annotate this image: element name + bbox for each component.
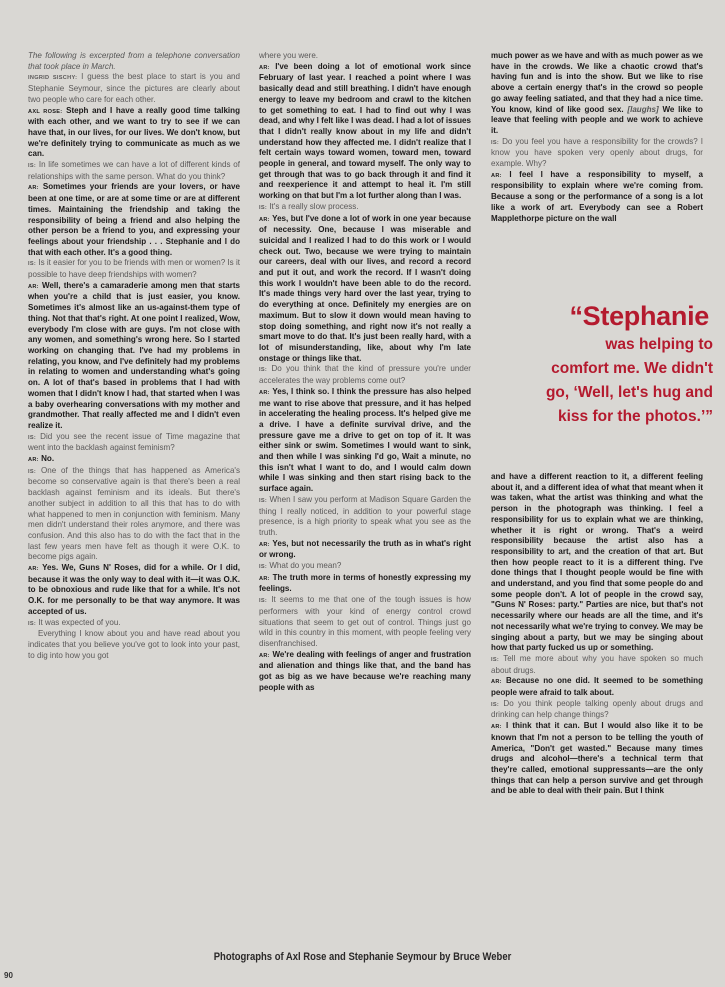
answer-paragraph: and have a different reaction to it, a different feeling about it, and a different idea of what that meant when it was taken, what the artist was thinking and what the person in the photograph was thinking. I feel a responsibility for us to explain what we are thinking, whether it is right or wrong. That's a weird responsibility because the artist also has a responsibility to art, and the creation of that art. But then how people react to it is a different thing. I've done things that I thought people would be fine with and understand, and you find that some people do and some people don't. A lot of people in the crowd say, "Guns N' Roses: party." Parties are nice, but that's not necessarily where our heads are all the time, and it's not necessarily what we're trying to convey. We may be singing about a party, but we may be singing about how that party fucked us up or something.: [491, 472, 703, 653]
answer-paragraph: AR: Yes. We, Guns N' Roses, did for a while. Or I did, because it was the only way to deal with it—it was O.K. to be obnoxious and rude like that for a while. It's not O.K. for me personally to be that way anymore. It was accepted of us.: [28, 563, 240, 616]
answer-paragraph: AR: No.: [28, 454, 55, 464]
answer-paragraph: AR: Well, there's a camaraderie among men that starts when you're a child that is just easier, you know. Sometimes it's almost like an us-against-them type of thing. Not that that's right. At one point I realized, Wow, everybody I'm close with are guys. I'm not close with any women, and something's wrong here. So I started working on changing that. I've had my problems in relating, you know, and I've definitely had my problems in relating to women and understanding what's going on. A lot of that's based in problems that I had with women that I didn't know I had, that started when I was a baby overhearing conversations with my mother and grandmother. That really affected me and I didn't even realize it.: [28, 280, 240, 430]
text-column-3-top: [491, 51, 703, 224]
pull-quote-line: comfort me. We didn't: [551, 360, 713, 377]
answer-paragraph: AR: We're dealing with feelings of anger and frustration and alienation and things like that, and the band has got as big as we have because we're reaching many people with as: [259, 649, 471, 692]
question-paragraph: IS: Do you think that the kind of pressure you're under accelerates the way problems come out?: [259, 364, 471, 386]
pull-quote-line: “Stephanie: [569, 301, 709, 331]
question-paragraph: IS: Do you think people talking openly about drugs and drinking can help change things?: [491, 698, 703, 720]
question-paragraph: IS: Do you feel you have a responsibility for the crowds? I know you have spoken very openly about drugs, for example. Why?: [491, 136, 703, 169]
answer-paragraph: AR: The truth more in terms of honestly expressing my feelings.: [259, 572, 471, 594]
page-number: 90: [4, 971, 13, 980]
pull-quote-line: was helping to: [605, 336, 713, 353]
text-column-1: [28, 51, 240, 661]
question-paragraph: IS: Is it easier for you to be friends with men or women? Is it possible to have deep friendships with women?: [28, 258, 240, 280]
pull-quote: [491, 300, 713, 429]
question-paragraph: IS: One of the things that has happened as America's become so conservative again is that there's been a real backlash against feminism and its ideals. But there's another subject in addition to all this that has to do with what happened to men in conjunction with feminism. Many men didn't understand their roles anymore, and there was confusion. And this also has to do with the fact that in the last few years men have felt as though it were O.K. to become pigs again.: [28, 465, 240, 562]
question-paragraph: Everything I know about you and have read about you indicates that you believe you've got to look into your past, to dig into how you got: [28, 629, 240, 660]
pull-quote-line: go, ‘Well, let's hug and: [545, 384, 713, 401]
answer-paragraph: AR: Yes, but I've done a lot of work in one year because of necessity. One, because I was miserable and suicidal and I realized I had to do this work or I would check out. Two, because we were trying to maintain our careers, deal with our lives, and record a record and put it out, and work the record. If I wasn't doing this work I wouldn't have been able to do the record. It's made things very hard over the last year, trying to do everything at once. Definitely my energies are on maximum. But to slow it down would mean having to stop doing something, and right now it's not really a smart move to do that. It's just been really hard, with a lot of misunderstanding, like, about why I'm late onstage or things like that.: [259, 213, 471, 363]
photo-credit: Photographs of Axl Rose and Stephanie Seymour by Bruce Weber: [213, 951, 512, 963]
text-column-3-bottom: [491, 472, 703, 797]
question-paragraph: IS: It seems to me that one of the tough issues is how performers with your kind of energy control crowd situations that seem to get out of control. Things just go wild in this country in this moment, with people feeling very disenfranchised.: [259, 595, 471, 648]
intro-text: The following is excerpted from a telephone conversation that took place in March.: [28, 51, 240, 71]
answer-paragraph: AR: I think that it can. But I would also like it to be known that I'm not a person to be telling the youth of America, "Don't get wasted." Because many times drugs and alcohol—there's a technical term that they're called, emotional suppressants—are the only things that can help a person survive and get through and be able to deal with their pain. But I think: [491, 721, 703, 796]
question-paragraph: INGRID SISCHY: I guess the best place to start is you and Stephanie Seymour, since the pictures are clearly about two people who care for each other.: [28, 72, 240, 104]
question-paragraph: IS: What do you mean?: [259, 561, 342, 571]
answer-paragraph: much power as we have and with as much power as we have in the crowds. We like a chaotic crowd that's having fun and is into the show. But we like to rise above a certain energy that's in the crowd so people go away feeling satiated, and that they had a nice time. You know, kind of like good sex. [laughs] We like to leave that feeling with people and we work to achieve it.: [491, 51, 703, 135]
question-paragraph: IS: It's a really slow process.: [259, 201, 359, 211]
question-paragraph: where you were.: [259, 51, 319, 60]
question-paragraph: IS: Did you see the recent issue of Time magazine that went into the backlash against feminism?: [28, 431, 240, 453]
question-paragraph: IS: It was expected of you.: [28, 617, 121, 627]
text-column-2: [259, 51, 471, 693]
answer-paragraph: AR: Because no one did. It seemed to be something people were afraid to talk about.: [491, 676, 703, 698]
answer-paragraph: AR: Sometimes your friends are your lovers, or have been at one time, or are at some time or are at different times. Maintaining the friendship and taking the responsibility of being a friend and also helping the other person be a friend to you, and expressing your feelings about your friendship . . . Stephanie and I do that with each other. It's a good thing.: [28, 182, 240, 257]
answer-paragraph: AR: Yes, I think so. I think the pressure has also helped me want to rise above that pressure, and it has helped in accelerating the healing process. It's helped give me a drive. I have a definite survival drive, and the pressure gave me a drive to get on top of it. It was either sink or swim. Sometimes I would want to sink, and then while I was sinking I'd go, Wait a minute, no this isn't what I want to do, and I would calm down while I was sinking and then start rising back to the surface again.: [259, 386, 471, 494]
question-paragraph: IS: Tell me more about why you have spoken so much about drugs.: [491, 653, 704, 675]
pull-quote-line: kiss for the photos.’”: [557, 408, 713, 425]
question-paragraph: IS: In life sometimes we can have a lot of different kinds of relationships with the same person. What do you think?: [28, 160, 240, 181]
answer-paragraph: AR: I've been doing a lot of emotional work since February of last year. I reached a point where I was basically dead and still breathing. I didn't have enough energy to leave my bedroom and crawl to the kitchen to get something to eat. I had to find out why I was dead, and why I felt like I was dead. I had a lot of issues that I didn't really know about in my life and didn't understand how they affected me. I didn't realize that I felt certain ways toward women, toward men, toward people in general, and toward myself. The only way to get through that was to go back through it and find it and reexperience it and attempt to heal it. I'm still working on that but I'm a lot further along than I was.: [259, 61, 471, 201]
answer-paragraph: AXL ROSE: Steph and I have a really good time talking with each other, and we want to try to see if we can have that, in our lives, for our lives. We don't know, but we're definitely trying to communicate as much as we can.: [28, 105, 240, 159]
answer-paragraph: AR: I feel I have a responsibility to myself, a responsibility to explain where we're coming from. Because a song or the performance of a song is a lot like a work of art. Everybody can see a Robert Mapplethorpe picture on the wall: [491, 169, 703, 223]
question-paragraph: IS: When I saw you perform at Madison Square Garden the thing I really noticed, in addition to your powerful stage presence, is a high priority to speak what you see as the truth.: [259, 494, 471, 537]
laughs-note: [laughs]: [627, 104, 659, 114]
answer-paragraph: AR: Yes, but not necessarily the truth as in what's right or wrong.: [259, 538, 471, 560]
